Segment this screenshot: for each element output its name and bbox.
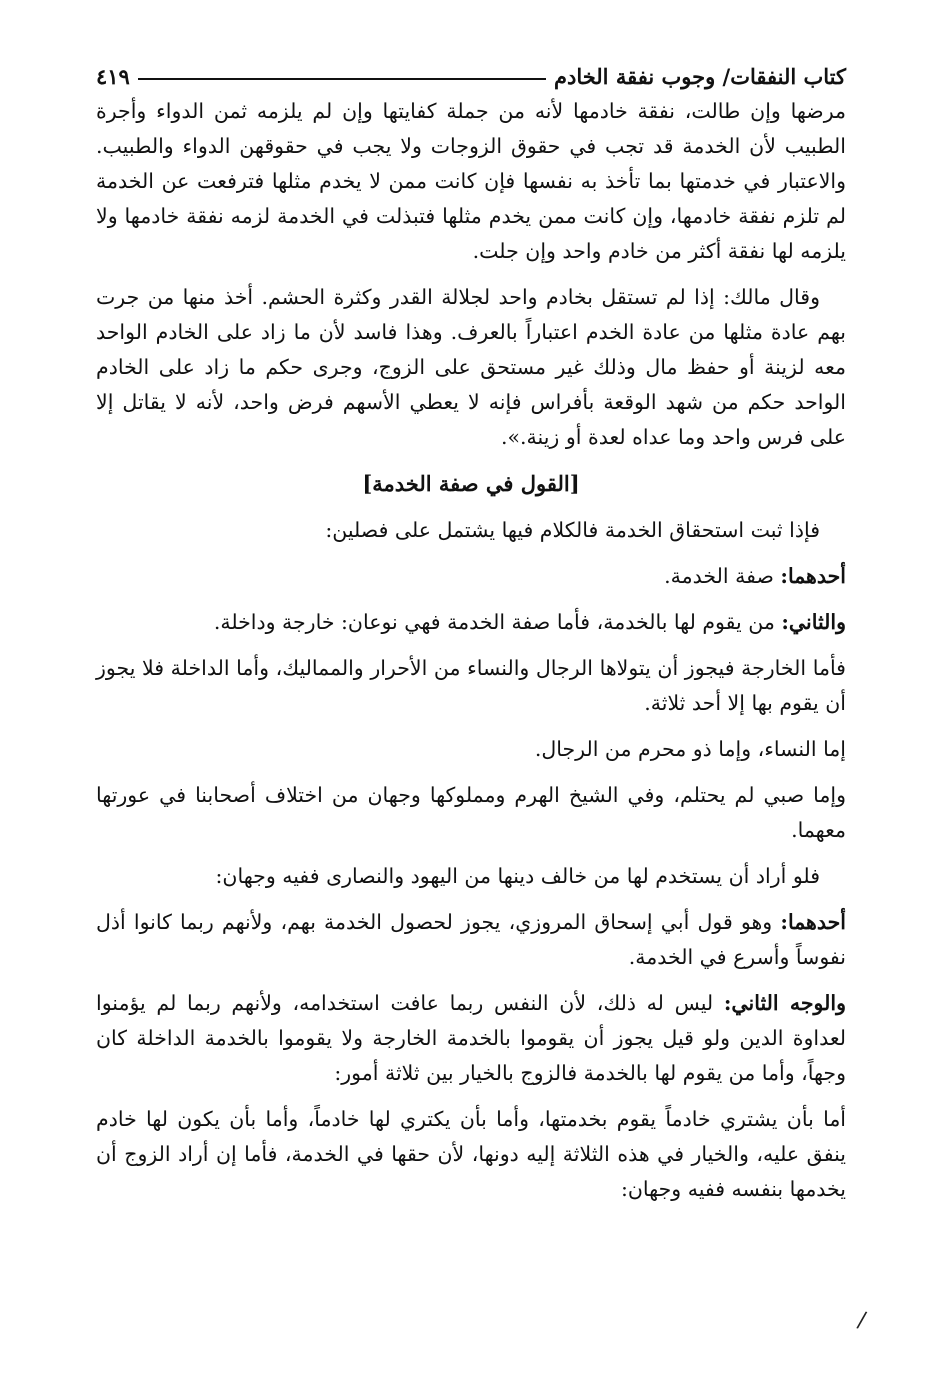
paragraph-lead: والثاني: [781, 610, 846, 634]
running-header [96, 58, 846, 94]
section-paragraph [96, 605, 846, 640]
paragraph-lead: والوجه الثاني: [723, 991, 846, 1015]
header-rule [138, 78, 546, 80]
header-title: كتاب النفقات/ وجوب نفقة الخادم [553, 63, 846, 89]
paragraph-text: وهو قول أبي إسحاق المروزي، يجوز لحصول الخدمة بهم، ولأنهم ربما كانوا أذل نفوساً وأسرع في الخدمة. [96, 910, 846, 969]
paragraph-text: فلو أراد أن يستخدم لها من خالف دينها من اليهود والنصارى ففيه وجهان: [215, 864, 820, 888]
paragraph-text: أما بأن يشتري خادماً يقوم بخدمتها، وأما بأن يكتري لها خادماً، وأما بأن يكون لها خادم ينفق عليه، والخيار في هذه الثلاثة إليه دونها، لأن حقها في الخدمة، فأما إن أراد الزوج أن يخدمها بنفسه ففيه وجهان: [96, 1107, 846, 1201]
paragraph-text: إما النساء، وإما ذو محرم من الرجال. [534, 737, 846, 761]
section-paragraph [96, 986, 846, 1091]
paragraph-text: فأما الخارجة فيجوز أن يتولاها الرجال والنساء من الأحرار والمماليك، وأما الداخلة فلا يجوز أن يقوم بها إلا أحد ثلاثة. [96, 656, 846, 715]
paragraph-text: وإما صبي لم يحتلم، وفي الشيخ الهرم ومملوكها وجهان من اختلاف أصحابنا في عورتها معهما. [96, 783, 846, 842]
paragraph-lead: أحدهما: [780, 910, 846, 934]
paragraph-lead: أحدهما: [780, 564, 846, 588]
paragraph-text: فإذا ثبت استحقاق الخدمة فالكلام فيها يشتمل على فصلين: [325, 518, 820, 542]
section-paragraph [96, 513, 846, 548]
section-paragraph [96, 778, 846, 848]
paragraph-2: وقال مالك: إذا لم تستقل بخادم واحد لجلالة القدر وكثرة الحشم. أخذ منها من جرت بهم عادة مثلها من عادة الخدم اعتباراً بالعرف. وهذا فاسد لأن ما زاد على الخادم الواحد معه لزينة أو حفظ مال وذلك غير مستحق على الزوج، وجرى حكم ما زاد على الخادم الواحد حكم من شهد الوقعة بأفراس فإنه لا يعطي الأسهم فرض واحد، لأنه لا يقاتل إلا على فرس واحد وما عداه لعدة أو زينة.». [96, 285, 846, 449]
section-paragraph [96, 905, 846, 975]
paragraph-text: من يقوم لها بالخدمة، فأما صفة الخدمة فهي نوعان: خارجة وداخلة. [213, 610, 782, 634]
paragraph-text: ليس له ذلك، لأن النفس ربما عافت استخدامه، ولأنهم ربما لم يؤمنوا لعداوة الدين ولو قيل يجوز أن يقوموا بالخدمة الخارجة ولا يقوموا بالخدمة الداخلة كان وجهاً، وأما من يقوم لها بالخدمة فالزوج بالخيار بين ثلاثة أمور: [96, 991, 846, 1085]
section-heading: [القول في صفة الخدمة] [362, 471, 580, 496]
section-paragraph [96, 651, 846, 721]
margin-mark: / [855, 1307, 868, 1334]
page-number: ٤١٩ [96, 63, 130, 89]
section-paragraph [96, 732, 846, 767]
section-paragraph [96, 559, 846, 594]
section-paragraph [96, 859, 846, 894]
paragraph-text: صفة الخدمة. [664, 564, 781, 588]
section-paragraph [96, 1102, 846, 1207]
page [96, 58, 846, 1218]
paragraph-1: مرضها وإن طالت، نفقة خادمها لأنه من جملة كفايتها وإن لم يلزمه ثمن الدواء وأجرة الطبيب لأن الخدمة قد تجب في حقوق الزوجات ولا يجب في حقوقهن الدواء والطبيب. والاعتبار في خدمتها بما تأخذ به نفسها فإن كانت ممن لا يخدم مثلها فترفعت عن الخدمة لم تلزم نفقة خادمها، وإن كانت ممن يخدم مثلها فتبذلت في الخدمة لزمه نفقة خادمها ولا يلزمه لها نفقة أكثر من خادم واحد وإن جلت. [96, 99, 846, 263]
